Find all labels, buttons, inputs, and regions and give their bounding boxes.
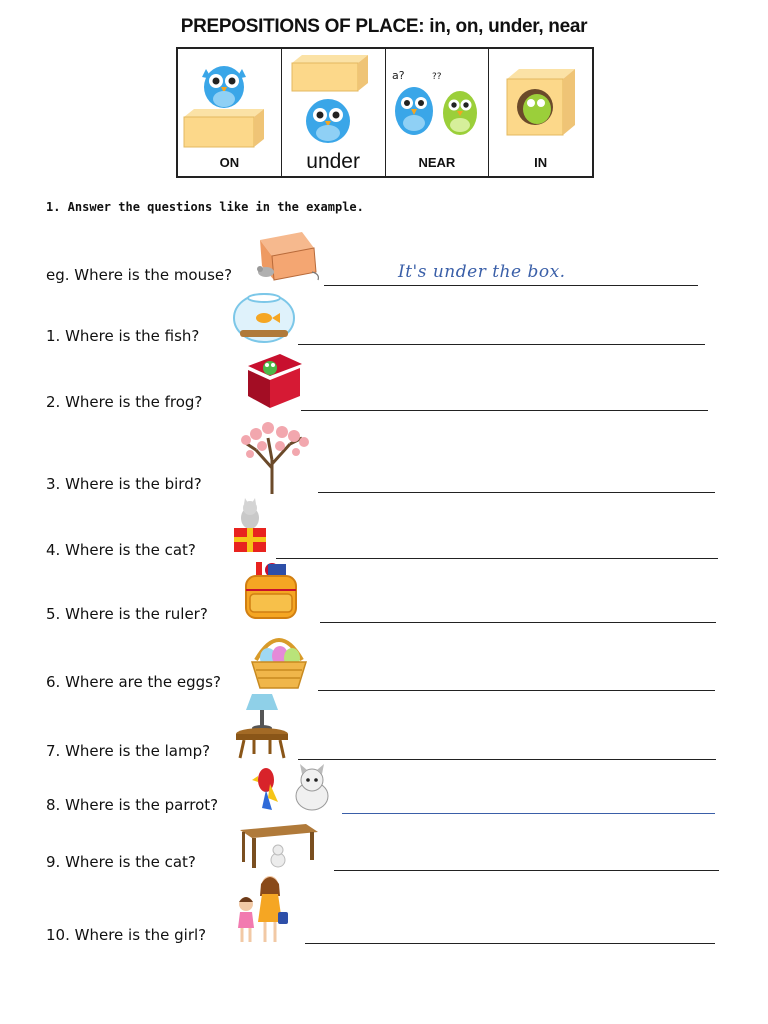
- chart-label-in: IN: [534, 155, 548, 170]
- question-4: 4. Where is the cat?: [46, 541, 196, 559]
- chart-label-on: ON: [219, 155, 240, 170]
- bird-in-tree-icon: [232, 414, 314, 496]
- answer-line-4[interactable]: [276, 558, 718, 559]
- parrot-near-dog-icon: [250, 762, 334, 814]
- example-answer-line[interactable]: [324, 285, 698, 286]
- question-8: 8. Where is the parrot?: [46, 796, 219, 814]
- chart-cell-near: [386, 49, 490, 176]
- mouse-under-box-icon: [252, 226, 322, 282]
- answer-line-3[interactable]: [318, 492, 715, 493]
- question-6: 6. Where are the eggs?: [46, 673, 221, 691]
- cat-under-table-icon: [236, 820, 320, 870]
- frog-in-box-icon: [244, 350, 304, 410]
- question-7: 7. Where is the lamp?: [46, 742, 211, 760]
- chart-label-under: under: [306, 150, 360, 173]
- question-9: 9. Where is the cat?: [46, 853, 196, 871]
- question-5: 5. Where is the ruler?: [46, 605, 208, 623]
- ruler-in-backpack-icon: [238, 560, 304, 622]
- answer-line-1[interactable]: [298, 344, 705, 345]
- lamp-on-table-icon: [234, 692, 292, 762]
- eggs-in-basket-icon: [248, 626, 310, 692]
- example-answer: It's under the box.: [398, 262, 566, 282]
- answer-line-2[interactable]: [301, 410, 708, 411]
- example-question: eg. Where is the mouse?: [46, 266, 233, 284]
- chart-cell-in: [489, 49, 592, 176]
- svg-text:a?: a?: [391, 69, 405, 82]
- answer-line-10[interactable]: [305, 943, 715, 944]
- answer-line-5[interactable]: [320, 622, 716, 623]
- answer-line-6[interactable]: [318, 690, 715, 691]
- answer-line-9[interactable]: [334, 870, 719, 871]
- cat-on-gift-icon: [230, 498, 274, 556]
- question-10: 10. Where is the girl?: [46, 926, 207, 944]
- instruction: 1. Answer the questions like in the example.: [46, 200, 364, 214]
- preposition-chart: [176, 47, 594, 178]
- page-title: PREPOSITIONS OF PLACE: in, on, under, near: [180, 16, 588, 37]
- chart-label-near: NEAR: [418, 155, 456, 170]
- fish-in-bowl-icon: [230, 290, 298, 344]
- chart-cell-on: [178, 49, 282, 176]
- question-1: 1. Where is the fish?: [46, 327, 200, 345]
- svg-text:??: ??: [431, 72, 442, 82]
- chart-cell-under: [282, 49, 386, 176]
- girl-near-woman-icon: [232, 872, 292, 946]
- question-2: 2. Where is the frog?: [46, 393, 203, 411]
- answer-line-7[interactable]: [298, 759, 716, 760]
- answer-line-8[interactable]: [342, 813, 715, 814]
- question-3: 3. Where is the bird?: [46, 475, 202, 493]
